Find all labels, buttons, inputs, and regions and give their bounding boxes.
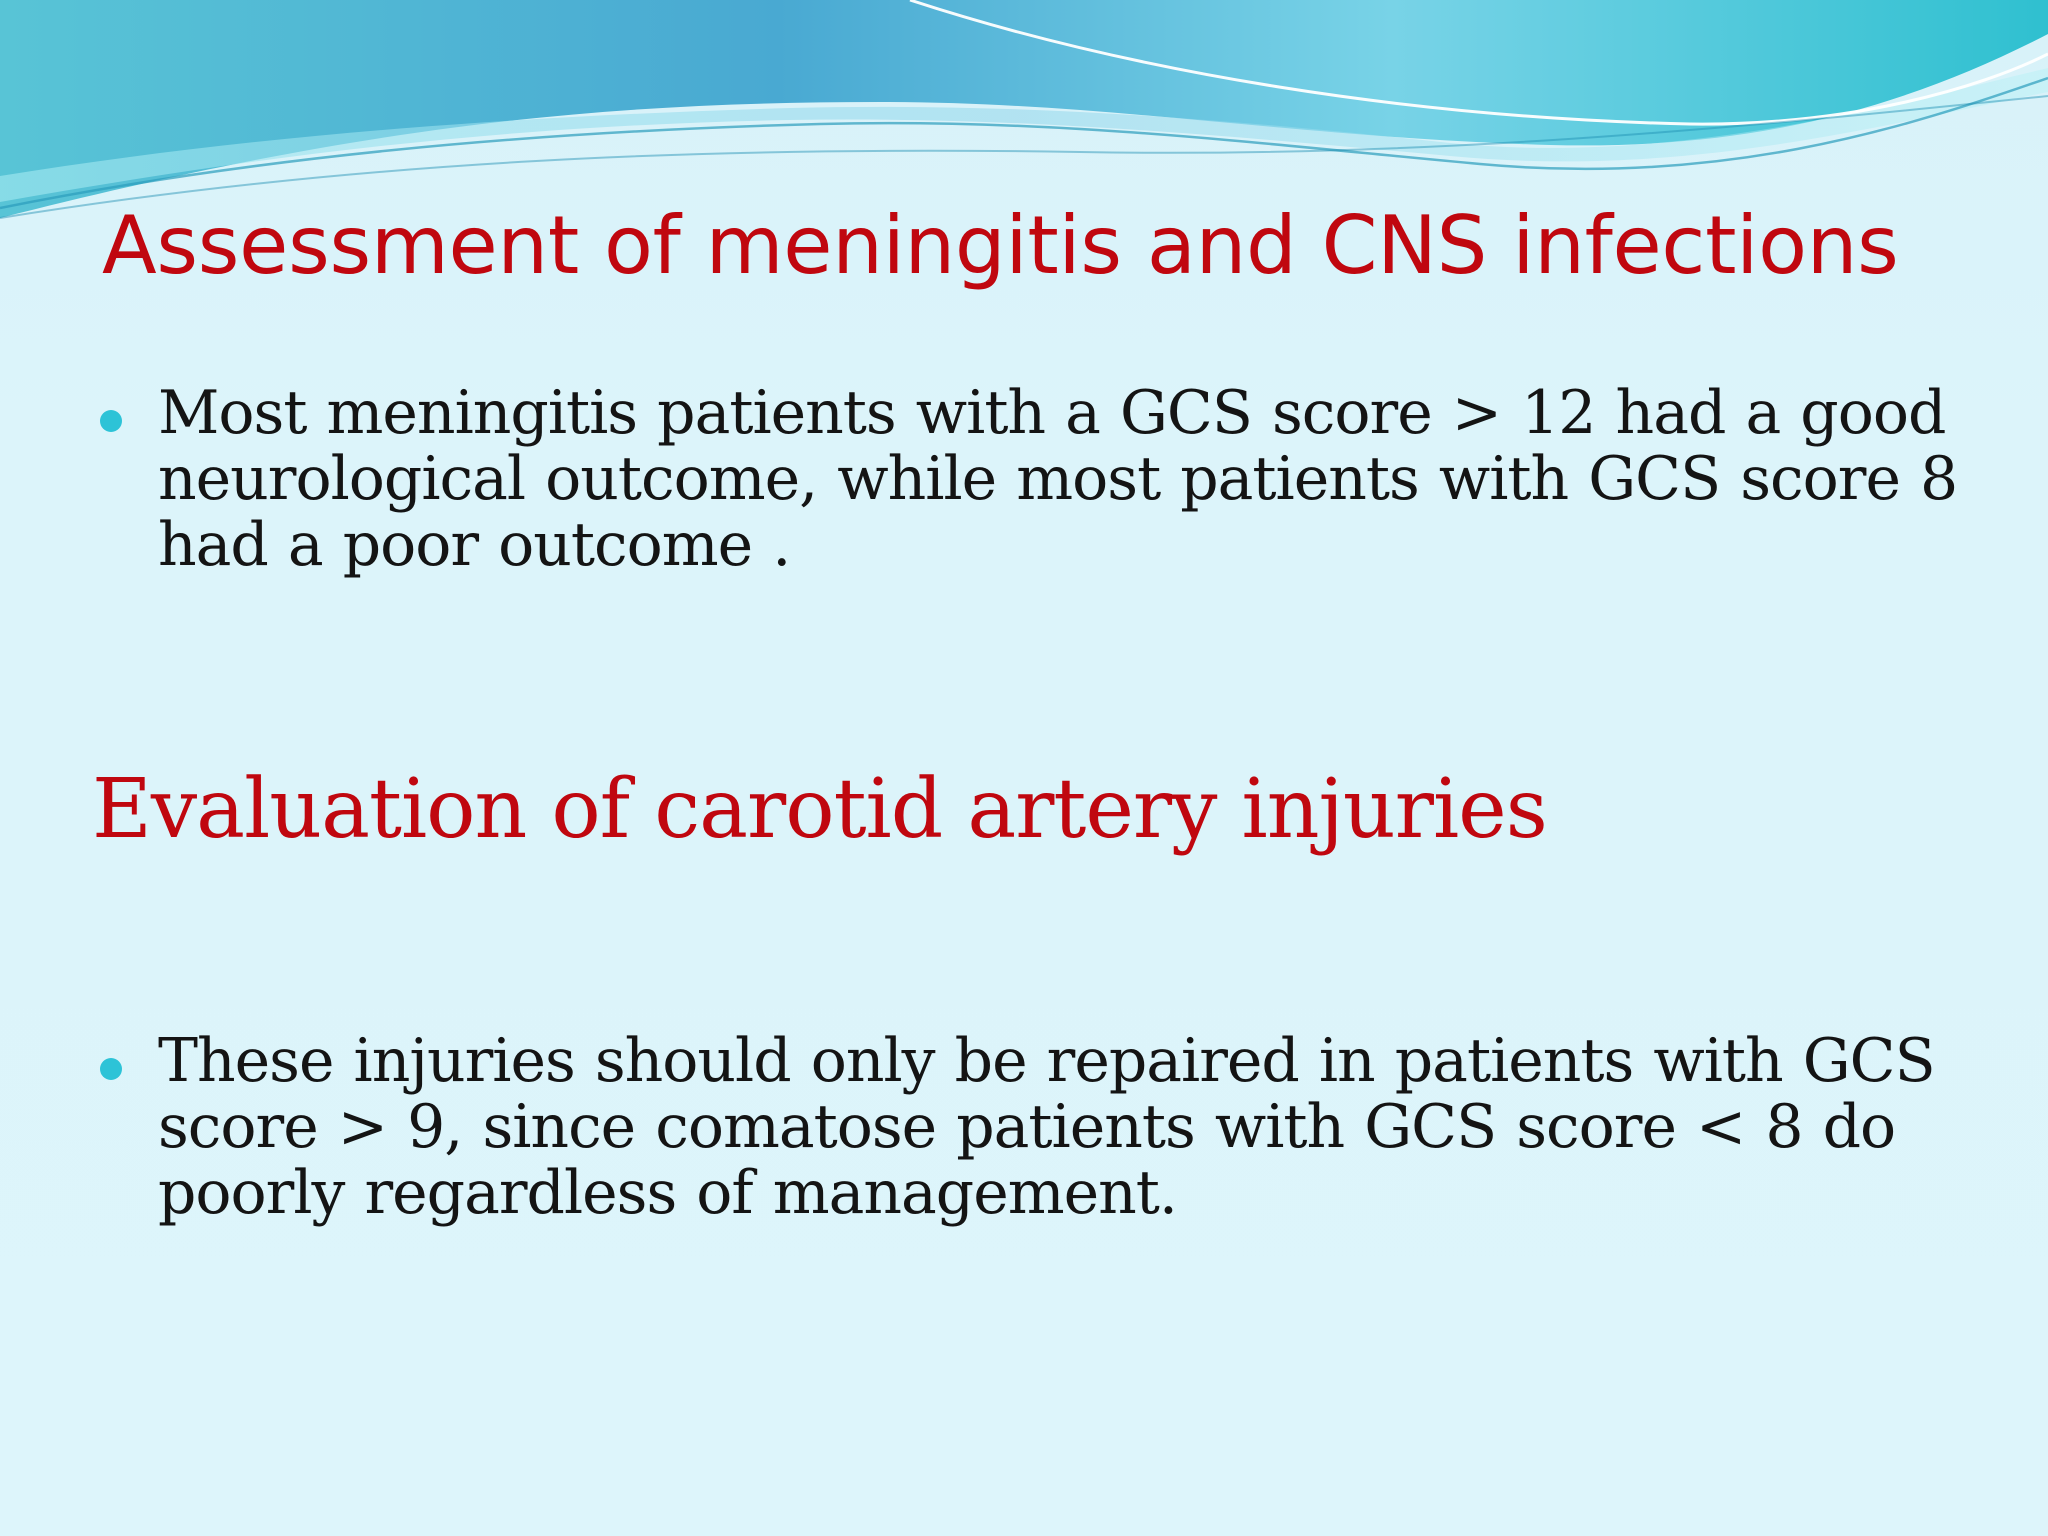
bullet-text-meningitis: Most meningitis patients with a GCS score > 12 had a good neurological outcome, while most patients with GCS score 8 had a poor outcome . (158, 378, 1958, 580)
filled-circle-icon (100, 1058, 122, 1080)
filled-circle-icon (100, 410, 122, 432)
bullet-item-meningitis (92, 380, 1972, 578)
heading-carotid-injuries: Evaluation of carotid artery injuries (92, 762, 1547, 857)
heading-meningitis-assessment: Assessment of meningitis and CNS infections (102, 199, 1899, 292)
bullet-text-carotid: These injuries should only be repaired in patients with GCS score > 9, since comatose patients with GCS score < 8 do poorly regardless of management. (158, 1026, 1935, 1228)
bullet-item-carotid (92, 1028, 1972, 1226)
